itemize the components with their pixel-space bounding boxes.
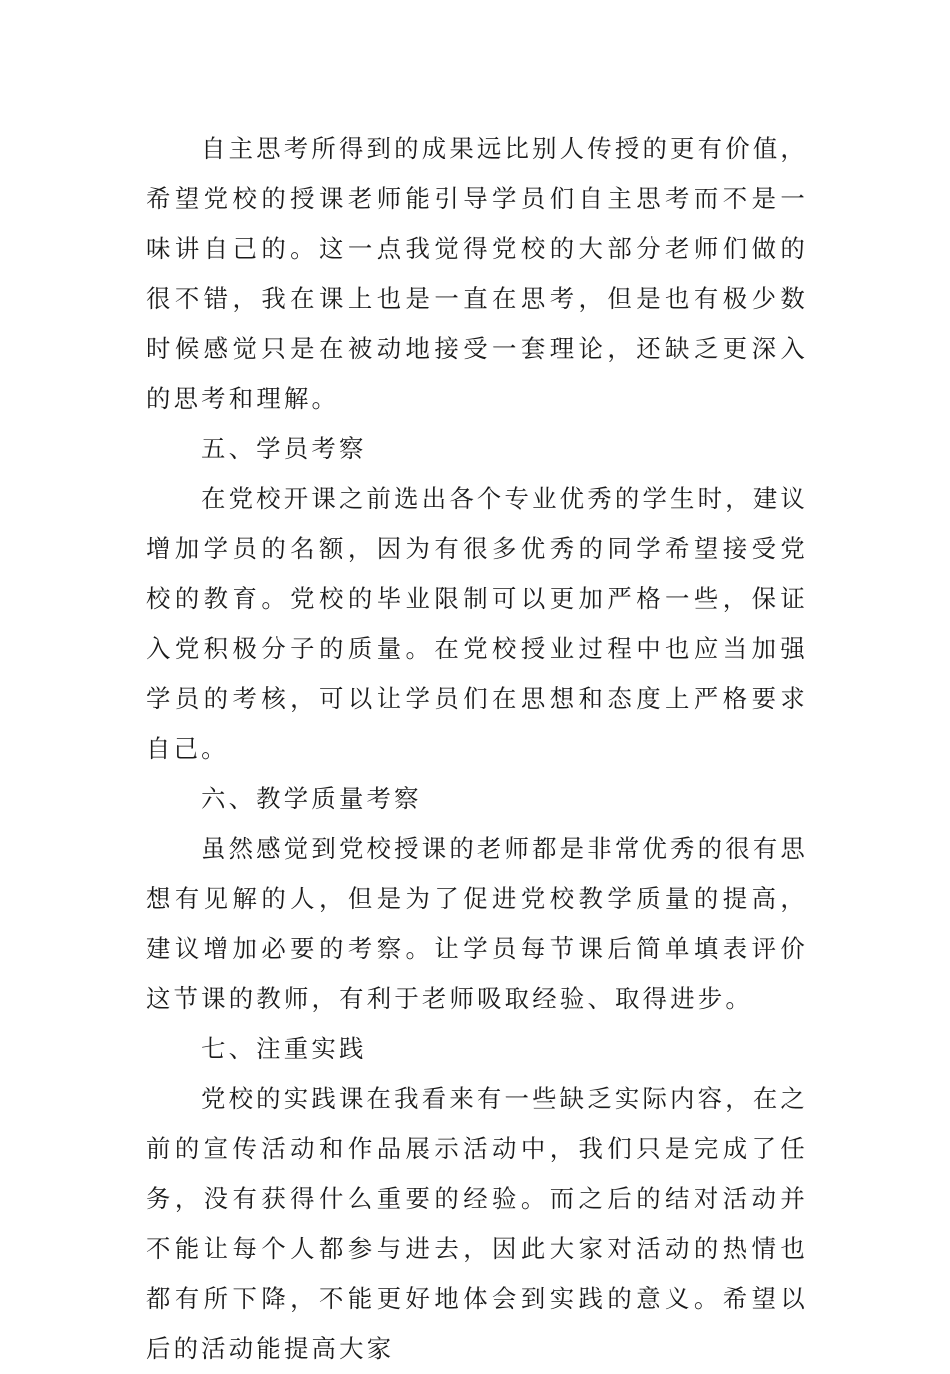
section-heading-teaching-quality: 六、教学质量考察 xyxy=(201,784,422,813)
section-heading-practice: 七、注重实践 xyxy=(201,1034,367,1063)
paragraph-teaching-quality: 虽然感觉到党校授课的老师都是非常优秀的很有思想有见解的人，但是为了促进党校教学质量的提高，建议增加必要的考察。让学员每节课后简单填表评价这节课的教师，有利于老师吸取经验、取得进步。 xyxy=(146,834,808,1013)
paragraph-student-assessment: 在党校开课之前选出各个专业优秀的学生时，建议增加学员的名额，因为有很多优秀的同学希望接受党校的教育。党校的毕业限制可以更加严格一些，保证入党积极分子的质量。在党校授业过程中也应当加强学员的考核，可以让学员们在思想和态度上严格要求自己。 xyxy=(146,484,808,763)
section-heading-student-assessment: 五、学员考察 xyxy=(201,434,367,463)
paragraph-independent-thinking: 自主思考所得到的成果远比别人传授的更有价值，希望党校的授课老师能引导学员们自主思考而不是一味讲自己的。这一点我觉得党校的大部分老师们做的很不错，我在课上也是一直在思考，但是也有极少数时候感觉只是在被动地接受一套理论，还缺乏更深入的思考和理解。 xyxy=(146,134,808,413)
document-body xyxy=(146,124,808,1374)
paragraph-practice: 党校的实践课在我看来有一些缺乏实际内容，在之前的宣传活动和作品展示活动中，我们只是完成了任务，没有获得什么重要的经验。而之后的结对活动并不能让每个人都参与进去，因此大家对活动的热情也都有所下降，不能更好地体会到实践的意义。希望以后的活动能提高大家 xyxy=(146,1084,808,1363)
